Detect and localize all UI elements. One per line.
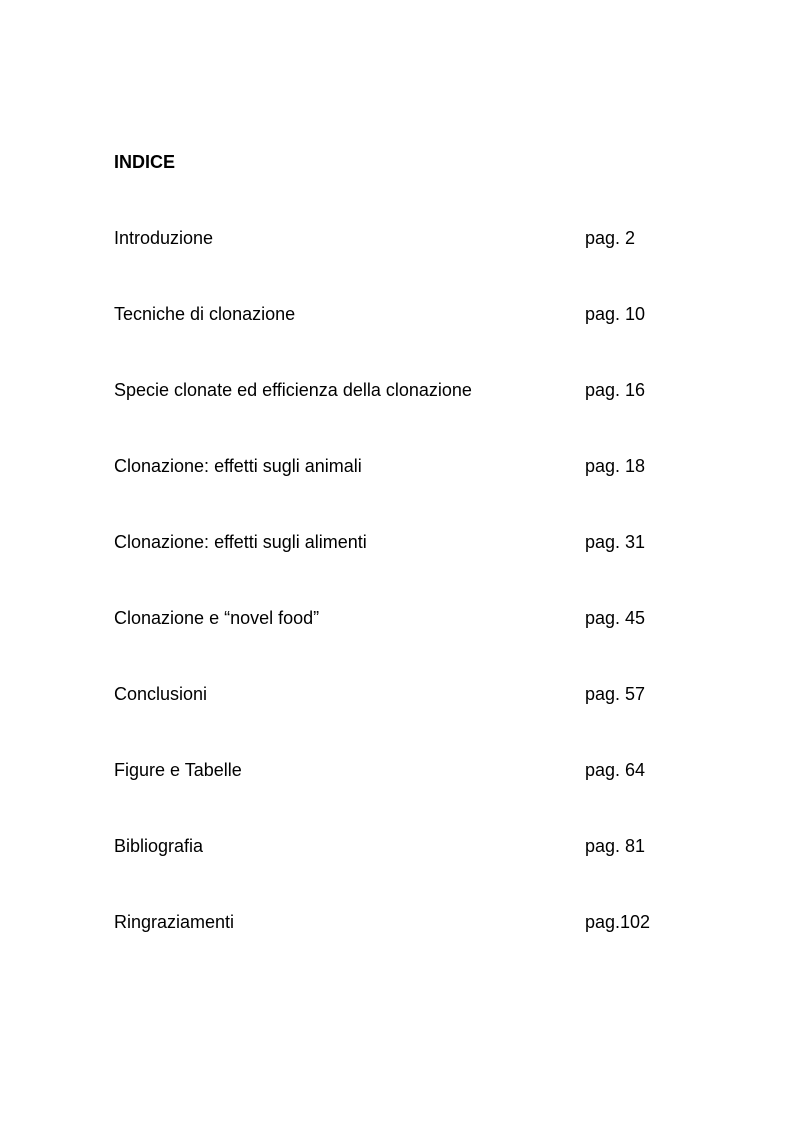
toc-entry-figure-tabelle — [114, 759, 714, 835]
toc-entry-page: pag. 45 — [585, 608, 646, 628]
toc-entry-effetti-animali — [114, 455, 714, 531]
toc-entry-ringraziamenti — [114, 911, 714, 987]
toc-entry-title: Clonazione e “novel food” — [114, 608, 320, 628]
toc-entry-introduzione — [114, 227, 714, 303]
toc-entry-title: Ringraziamenti — [114, 912, 235, 932]
toc-heading: INDICE — [114, 152, 176, 172]
toc-entry-title: Specie clonate ed efficienza della clonazione — [114, 380, 472, 400]
toc-entry-conclusioni — [114, 683, 714, 759]
toc-entry-page: pag. 81 — [585, 836, 646, 856]
toc-entry-bibliografia — [114, 835, 714, 911]
toc-entry-page: pag. 57 — [585, 684, 646, 704]
toc-entry-tecniche-di-clonazione — [114, 303, 714, 379]
toc-entry-page: pag. 10 — [585, 304, 646, 324]
toc-entry-title: Figure e Tabelle — [114, 760, 242, 780]
toc-entry-title: Conclusioni — [114, 684, 208, 704]
toc-entry-page: pag. 16 — [585, 380, 646, 400]
toc-entry-novel-food — [114, 607, 714, 683]
toc-entry-effetti-alimenti — [114, 531, 714, 607]
toc-entry-title: Tecniche di clonazione — [114, 304, 296, 324]
toc-entry-specie-clonate — [114, 379, 714, 455]
toc-entry-page: pag. 2 — [585, 228, 636, 248]
toc-entry-page: pag. 31 — [585, 532, 646, 552]
toc-entry-title: Clonazione: effetti sugli animali — [114, 456, 362, 476]
toc-entry-title: Clonazione: effetti sugli alimenti — [114, 532, 367, 552]
table-of-contents — [114, 227, 714, 987]
toc-entry-page: pag. 18 — [585, 456, 646, 476]
toc-entry-title: Bibliografia — [114, 836, 204, 856]
toc-entry-title: Introduzione — [114, 228, 214, 248]
toc-entry-page: pag. 64 — [585, 760, 646, 780]
toc-entry-page: pag.102 — [585, 912, 651, 932]
